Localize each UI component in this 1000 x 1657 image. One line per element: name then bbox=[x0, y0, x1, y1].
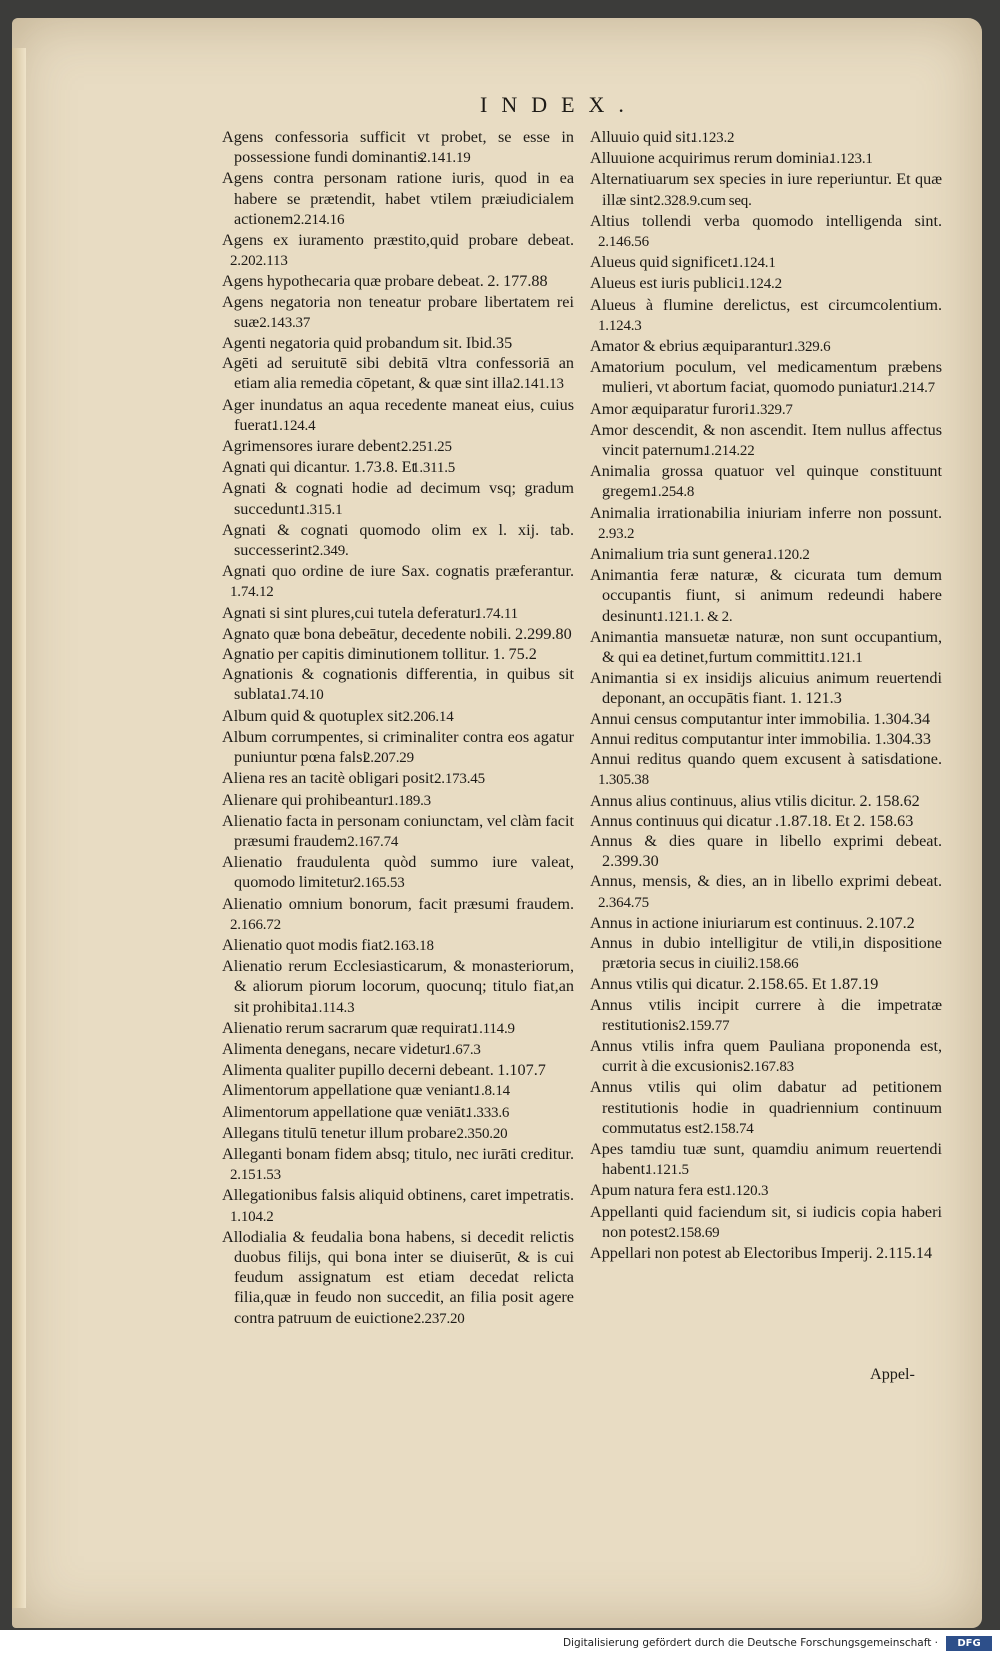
index-entry-text: Animantia mansuetæ naturæ, non sunt occupantium, & qui ea detinet,furtum committit. bbox=[590, 627, 942, 667]
index-entry-reference: 2.328.9.cum seq. bbox=[653, 192, 752, 209]
index-entry-text: Agens negatoria non teneatur probare libertatem rei suæ. bbox=[222, 292, 574, 331]
index-entry bbox=[590, 252, 942, 273]
index-entry-text: Agnatio per capitis diminutionem tollitur. 1. 75.2 bbox=[222, 645, 537, 664]
index-entry-reference: 2.173.45 bbox=[433, 771, 485, 788]
index-entry bbox=[222, 603, 574, 624]
index-entry bbox=[590, 709, 942, 729]
index-entry-text: Alienatio rerum Ecclesiasticarum, & monasteriorum, & aliorum piorum locorum, quocunq; titulo fiat,an sit prohibita. bbox=[222, 957, 574, 1016]
index-entry-reference: 2.163.18 bbox=[382, 937, 434, 954]
index-entry bbox=[590, 211, 942, 252]
index-entry-text: Annus, mensis, & dies, an in libello exprimi debeat. bbox=[590, 872, 942, 891]
index-entry-text: Amator & ebrius æquiparantur. bbox=[590, 337, 791, 356]
index-entry-reference: 2.165.53 bbox=[353, 875, 405, 892]
index-entry-text: Animalia grossa quatuor vel quinque constituunt gregem. bbox=[590, 462, 942, 501]
index-entry-text: Annus vtilis qui dicatur. 2.158.65. Et 1.87.19 bbox=[590, 975, 879, 994]
index-entry bbox=[590, 148, 942, 169]
index-entry-text: Amatorium poculum, vel medicamentum præbens mulieri, vt abortum faciat, quomodo puniatur. bbox=[590, 358, 942, 397]
index-entry-reference: 1.305.38 bbox=[598, 772, 649, 789]
index-entry bbox=[222, 706, 574, 727]
index-entry-text: Agens confessoria sufficit vt probet, se esse in possessione fundi dominantis bbox=[222, 128, 574, 167]
index-entry bbox=[590, 461, 942, 502]
index-entry-text: Agens contra personam ratione iuris, quod in ea habere se prætendit, habet vtilem præiudicialem actionem. bbox=[222, 169, 574, 228]
index-entry bbox=[590, 399, 942, 420]
index-entry-text: Alternatiuarum sex species in iure reperiuntur. Et quæ illæ sint. bbox=[590, 170, 942, 209]
index-entry-text: Agnati si sint plures,cui tutela deferatur. bbox=[222, 603, 479, 622]
index-entry bbox=[222, 561, 574, 602]
index-entry bbox=[590, 503, 942, 544]
index-entry-text: Annus vtilis qui olim dabatur ad petitionem restitutionis hodie in quadriennium continuum commutatus est. bbox=[590, 1078, 942, 1137]
index-entry bbox=[590, 974, 942, 994]
index-entry-text: Allegationibus falsis aliquid obtinens, caret impetratis. bbox=[222, 1186, 574, 1205]
index-entry-text: Allodialia & feudalia bona habens, si decedit relictis duobus filijs, qui bona inter se diuiserūt, & is cui feudum assignatum est etiam decedat relicta filia,quæ in feudo non succedit, an filia posit agere contra patruum de euictione. bbox=[222, 1227, 574, 1327]
index-entry bbox=[222, 852, 574, 893]
index-entry-text: Agnati & cognati hodie ad decimum vsq; gradum succedunt. bbox=[222, 479, 574, 518]
index-entry-text: Alimenta denegans, necare videtur. bbox=[222, 1039, 449, 1058]
index-entry bbox=[222, 457, 574, 478]
index-entry bbox=[222, 353, 574, 394]
index-entry bbox=[590, 169, 942, 210]
index-entry-text: Alienatio fraudulenta quòd summo iure valeat, quomodo limitetur. bbox=[222, 853, 574, 892]
index-entry-reference: 1.104.2 bbox=[230, 1208, 274, 1225]
index-entry-reference: 2.207.29 bbox=[362, 750, 414, 767]
index-entry-reference: 2.158.69 bbox=[668, 1224, 720, 1241]
index-entry-reference: 1.315.1 bbox=[298, 501, 343, 518]
index-entry bbox=[222, 956, 574, 1018]
index-entry-reference: 2.158.66 bbox=[747, 956, 799, 973]
index-entry-reference: 2.143.37 bbox=[259, 314, 311, 331]
index-entry-reference: 1.74.10 bbox=[279, 687, 324, 704]
index-entry-text: Ager inundatus an aqua recedente maneat eius, cuius fuerat. bbox=[222, 395, 574, 434]
index-entry-text: Annus in dubio intelligitur de vtili,in dispositione prætoria secus in ciuili. bbox=[590, 933, 942, 973]
index-entry-text: Annus alius continuus, alius vtilis dicitur. 2. 158.62 bbox=[590, 791, 920, 810]
index-entry-reference: 1.74.12 bbox=[230, 584, 274, 601]
index-entry-text: Amor descendit, & non ascendit. Item nullus affectus vincit paternum. bbox=[590, 420, 942, 460]
index-entry bbox=[590, 1202, 942, 1243]
index-entry-reference: 2.202.113 bbox=[230, 253, 288, 270]
index-entry-reference: 2.158.74 bbox=[702, 1120, 754, 1137]
index-entry-text: Alueus est iuris publici. bbox=[590, 274, 743, 293]
index-entry-reference: 2.93.2 bbox=[598, 525, 635, 542]
index-entry-text: Agrimensores iurare debent. bbox=[222, 437, 405, 456]
index-entry-reference: 2.251.25 bbox=[400, 439, 452, 456]
index-entry-reference: 2.364.75 bbox=[598, 894, 649, 911]
index-entry-text: Agens hypothecaria quæ probare debeat. 2. 177.88 bbox=[222, 272, 548, 291]
index-entry-text: Annus vtilis infra quem Pauliana proponenda est, currit à die excusionis. bbox=[590, 1036, 942, 1076]
index-entry-reference: 1.123.2 bbox=[690, 130, 735, 146]
index-entry-text: Alleganti bonam fidem absq; titulo, nec iurāti creditur. bbox=[222, 1144, 574, 1163]
index-entry bbox=[222, 292, 574, 333]
index-entry-text: Agens ex iuramento præstito,quid probare debeat. bbox=[222, 231, 574, 250]
index-entry bbox=[590, 871, 942, 912]
index-entry bbox=[222, 478, 574, 519]
index-column-left bbox=[222, 127, 574, 1329]
digitization-footer bbox=[0, 1630, 1000, 1657]
index-entry bbox=[222, 271, 574, 291]
index-entry bbox=[222, 727, 574, 768]
index-entry bbox=[222, 1018, 574, 1039]
index-entry-text: Animalia irrationabilia iniuriam inferre non possunt. bbox=[590, 503, 942, 522]
index-entry bbox=[222, 1144, 574, 1185]
index-entry-reference: 2.159.77 bbox=[678, 1017, 730, 1034]
index-entry-text: Agnati & cognati quomodo olim ex l. xij. tab. successerint. bbox=[222, 520, 574, 560]
index-entry bbox=[222, 1227, 574, 1329]
index-entry bbox=[590, 127, 942, 148]
index-entry-text: Alueus à flumine derelictus, est circumcolentium. bbox=[590, 295, 942, 314]
index-entry-text: Alienatio omnium bonorum, facit præsumi fraudem. bbox=[222, 894, 574, 913]
index-entry-text: Agnationis & cognationis differentia, in quibus sit sublata. bbox=[222, 665, 574, 704]
index-entry-text: Agnati quo ordine de iure Sax. cognatis præferantur. bbox=[222, 562, 574, 581]
index-entry bbox=[222, 1060, 574, 1080]
index-entry-text: Annus in actione iniuriarum est continuus. 2.107.2 bbox=[590, 913, 915, 932]
index-entry bbox=[590, 668, 942, 708]
index-entry-text: Alimenta qualiter pupillo decerni debeant. 1.107.7 bbox=[222, 1061, 546, 1080]
page-edge bbox=[12, 48, 26, 1608]
index-entry bbox=[222, 436, 574, 457]
dfg-logo: DFG bbox=[946, 1636, 992, 1651]
index-entry-text: Apum natura fera est. bbox=[590, 1181, 729, 1200]
index-entry-reference: 1.74.11 bbox=[474, 605, 518, 622]
index-entry-reference: 1.124.2 bbox=[738, 276, 782, 293]
index-entry-text: Annui census computantur inter immobilia. 1.304.34 bbox=[590, 709, 931, 728]
catchword: Appel- bbox=[870, 1365, 915, 1383]
index-entry-reference: 1.214.7 bbox=[891, 380, 935, 397]
index-entry-reference: 2.167.83 bbox=[743, 1059, 794, 1076]
index-entry-text: Animalium tria sunt genera. bbox=[590, 545, 771, 564]
index-entry bbox=[222, 644, 574, 664]
index-entry-reference: 1.67.3 bbox=[444, 1041, 481, 1058]
index-entry-reference: 1.329.6 bbox=[786, 339, 831, 356]
index-entry bbox=[222, 811, 574, 852]
index-entry bbox=[590, 627, 942, 668]
index-entry-text: Annui reditus quando quem excusent à satisdatione. bbox=[590, 750, 942, 769]
index-entry bbox=[222, 624, 574, 644]
index-entry bbox=[222, 664, 574, 705]
page-header: INDEX. bbox=[480, 92, 638, 117]
index-entry bbox=[590, 1243, 942, 1263]
index-entry bbox=[222, 395, 574, 436]
index-entry bbox=[590, 1139, 942, 1180]
index-entry bbox=[590, 749, 942, 790]
index-entry bbox=[590, 544, 942, 565]
index-entry-reference: 2.141.13 bbox=[512, 376, 564, 393]
index-entry-text: Alienare qui prohibeantur. bbox=[222, 790, 392, 809]
index-entry-reference: 2.151.53 bbox=[230, 1167, 281, 1184]
index-entry-text: Album corrumpentes, si criminaliter contra eos agatur puniuntur pœna falsi bbox=[222, 727, 574, 767]
index-entry bbox=[222, 1080, 574, 1101]
index-entry bbox=[222, 520, 574, 561]
index-entry-text: Appellanti quid faciendum sit, si iudicis copia haberi non potest. bbox=[590, 1202, 942, 1241]
index-entry-reference: 2.237.20 bbox=[413, 1310, 465, 1327]
index-entry bbox=[590, 729, 942, 749]
index-entry bbox=[590, 831, 942, 871]
index-entry bbox=[590, 811, 942, 831]
index-entry-text: Agēti ad seruitutē sibi debitā vltra confessoriā an etiam alia remedia cōpetant, & quæ sint illa. bbox=[222, 354, 574, 393]
index-entry-reference: 1.333.6 bbox=[465, 1104, 510, 1121]
index-entry bbox=[590, 565, 942, 627]
index-entry bbox=[590, 933, 942, 974]
index-entry-reference: 2.350.20 bbox=[456, 1125, 508, 1142]
index-entry-text: Alienatio quot modis fiat. bbox=[222, 935, 387, 954]
index-entry-text: Alimentorum appellatione quæ veniant. bbox=[222, 1081, 478, 1100]
index-column-right bbox=[590, 127, 942, 1263]
index-entry bbox=[222, 935, 574, 956]
index-entry-text: Alueus quid significet. bbox=[590, 253, 737, 272]
index-entry-text: Alluuione acquirimus rerum dominia. bbox=[590, 149, 834, 168]
index-entry-reference: 2.167.74 bbox=[347, 833, 399, 850]
index-entry bbox=[590, 357, 942, 398]
index-entry-text: Aliena res an tacitè obligari posit. bbox=[222, 769, 438, 788]
index-entry-reference: 1.121.5 bbox=[645, 1162, 689, 1179]
index-entry bbox=[590, 1180, 942, 1201]
index-entry bbox=[590, 995, 942, 1036]
index-entry bbox=[222, 768, 574, 789]
index-entry-reference: 1.121.1 bbox=[818, 650, 863, 667]
index-entry-text: Annus & dies quare in libello exprimi debeat. 2.399.30 bbox=[590, 831, 942, 871]
index-entry-reference: 2.141.19 bbox=[419, 150, 471, 167]
index-entry bbox=[590, 295, 942, 336]
index-entry-reference: 1.124.4 bbox=[271, 417, 316, 434]
index-entry-reference: 1.120.3 bbox=[724, 1183, 769, 1200]
index-entry-text: Album quid & quotuplex sit. bbox=[222, 706, 407, 725]
index-entry-text: Animantia feræ naturæ, & cicurata tum demum occupantis fiunt, si animum redeundi habere desinunt. bbox=[590, 566, 942, 625]
index-entry bbox=[222, 230, 574, 271]
index-entry-text: Apes tamdiu tuæ sunt, quamdiu animum reuertendi habent. bbox=[590, 1139, 942, 1179]
index-entry bbox=[590, 420, 942, 461]
index-entry-reference: 2.214.16 bbox=[293, 211, 345, 228]
index-entry-reference: 1.124.1 bbox=[732, 255, 776, 272]
index-entry bbox=[590, 336, 942, 357]
index-entry bbox=[590, 791, 942, 811]
index-entry-text: Agnati qui dicantur. 1.73.8. Et bbox=[222, 458, 417, 477]
index-entry-reference: 1.254.8 bbox=[650, 484, 695, 501]
index-entry bbox=[590, 913, 942, 933]
index-entry-reference: 1.329.7 bbox=[749, 401, 793, 418]
index-entry-text: Animantia si ex insidijs alicuius animum reuertendi deponant, an occupātis fiant. 1. 121.3 bbox=[590, 669, 942, 708]
index-entry bbox=[222, 1102, 574, 1123]
index-entry-reference: 1.8.14 bbox=[473, 1083, 510, 1100]
index-entry-reference: 2.146.56 bbox=[598, 234, 649, 251]
index-entry-text: Altius tollendi verba quomodo intelligenda sint. bbox=[590, 211, 942, 230]
index-entry-text: Annus continuus qui dicatur .1.87.18. Et 2. 158.63 bbox=[590, 811, 914, 830]
index-entry-text: Annui reditus computantur inter immobilia. 1.304.33 bbox=[590, 729, 931, 748]
index-entry-text: Alienatio rerum sacrarum quæ requirat. bbox=[222, 1018, 476, 1037]
index-entry-reference: 1.311.5 bbox=[412, 460, 456, 477]
index-entry-reference: 1.114.9 bbox=[471, 1020, 515, 1037]
index-entry bbox=[590, 1077, 942, 1139]
index-entry bbox=[222, 127, 574, 168]
index-entry-reference: 2.349. bbox=[312, 543, 349, 560]
index-entry bbox=[222, 790, 574, 811]
index-entry-text: Agnato quæ bona debeātur, decedente nobili. 2.299.80 bbox=[222, 624, 572, 643]
index-entry bbox=[590, 1036, 942, 1077]
index-entry bbox=[222, 1185, 574, 1226]
index-entry-text: Allegans titulū tenetur illum probare. bbox=[222, 1123, 461, 1142]
index-entry bbox=[222, 333, 574, 353]
index-entry-reference: 1.120.2 bbox=[766, 547, 810, 564]
index-entry-reference: 1.123.1 bbox=[829, 151, 873, 168]
index-entry bbox=[222, 894, 574, 935]
index-entry-text: Alienatio facta in personam coniunctam, vel clàm facit præsumi fraudem. bbox=[222, 811, 574, 850]
index-entry-text: Annus vtilis incipit currere à die impetratæ restitutionis. bbox=[590, 995, 942, 1034]
index-entry-reference: 1.124.3 bbox=[598, 317, 642, 334]
index-entry bbox=[222, 168, 574, 230]
index-entry-reference: 1.121.1. & 2. bbox=[656, 608, 733, 625]
footer-credit: Digitalisierung gefördert durch die Deutsche Forschungsgemeinschaft · bbox=[562, 1637, 938, 1649]
index-entry bbox=[222, 1039, 574, 1060]
index-entry bbox=[590, 273, 942, 294]
index-entry-reference: 1.214.22 bbox=[703, 443, 755, 460]
index-entry-text: Alluuio quid sit. bbox=[590, 128, 695, 146]
index-entry bbox=[222, 1123, 574, 1144]
index-entry-text: Appellari non potest ab Electoribus Imperij. 2.115.14 bbox=[590, 1243, 933, 1262]
index-entry-reference: 1.114.3 bbox=[311, 999, 355, 1016]
index-entry-reference: 1.189.3 bbox=[387, 792, 431, 809]
index-entry-text: Agenti negatoria quid probandum sit. Ibid.35 bbox=[222, 334, 513, 353]
index-entry-reference: 2.166.72 bbox=[230, 916, 281, 933]
index-entry-text: Amor æquiparatur furori. bbox=[590, 399, 754, 418]
index-entry-text: Alimentorum appellatione quæ veniāt. bbox=[222, 1102, 470, 1121]
index-entry-reference: 2.206.14 bbox=[402, 708, 454, 725]
